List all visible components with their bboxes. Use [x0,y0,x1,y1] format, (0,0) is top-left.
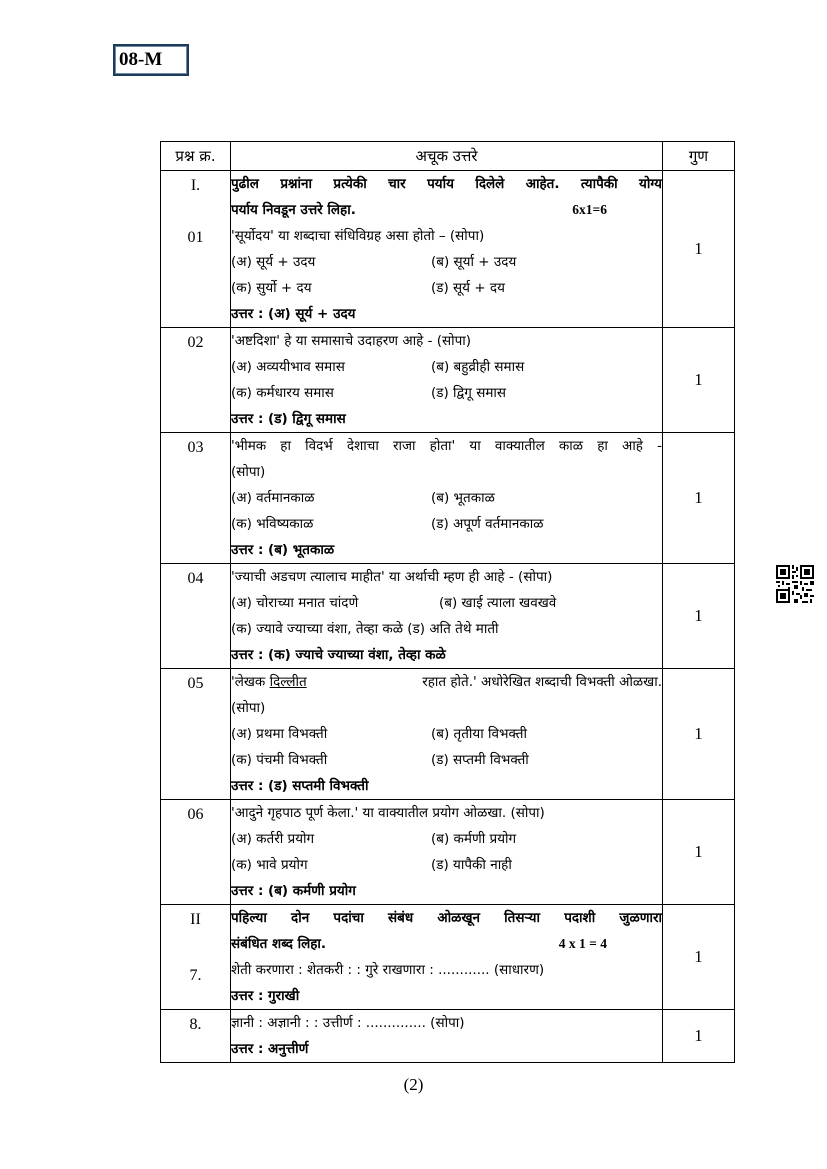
question-number-1: 01 [187,229,204,246]
option-a: (अ) कर्तरी प्रयोग [231,831,315,847]
section-title: पहिल्या दोन पदांचा संबंध ओळखून तिसऱ्या पदाशी जुळणारा [231,910,662,926]
marks-cell: 1 [663,669,735,800]
marks-cell: 1 [663,1010,735,1063]
option-c: (क) पंचमी विभक्ती [231,752,328,768]
table-row [161,564,735,669]
answer-text: उत्तर : (ब) भूतकाळ [231,542,335,558]
options-row [231,826,662,852]
question-text: 'आदुने गृहपाठ पूर्ण केला.' या वाक्यातील प्रयोग ओळखा. (सोपा) [231,805,545,821]
answer-cell [231,669,663,800]
section-title-part: पर्याय निवडून उत्तरे लिहा. [231,202,356,218]
answer-text: उत्तर : (अ) सूर्य + उदय [231,306,356,322]
question-text: 'भीमक हा विदर्भ देशाचा राजा होता' या वाक्यातील काळ हा आहे - [231,438,662,454]
option-a: (अ) अव्ययीभाव समास [231,359,345,375]
option-a: (अ) प्रथमा विभक्ती [231,726,328,742]
question-text: 'अष्टदिशा' हे या समासाचे उदाहरण आहे - (सोपा) [231,333,472,349]
option-d: (ड) यापैकी नाही [431,857,512,873]
question-number [161,905,231,1010]
header-answer: अचूक उत्तरे [231,142,663,171]
section-number: I. [190,177,201,194]
answer-text: उत्तर : (ब) कर्मणी प्रयोग [231,883,356,899]
question-text [231,669,662,695]
answer-text: उत्तर : गुराखी [231,988,300,1004]
question-text: ज्ञानी : अज्ञानी : : उत्तीर्ण : .............. (सोपा) [231,1015,465,1031]
option-b: (ब) खाई त्याला खवखवे [439,595,557,611]
option-c: (क) सुर्यो + दय [231,280,312,296]
options-row [231,485,662,511]
option-b: (ब) तृतीया विभक्ती [431,726,527,742]
options-row [231,354,662,380]
options-row [231,275,662,301]
option-b: (ब) भूतकाळ [431,490,495,506]
answer-text: उत्तर : (क) ज्याचे ज्याच्या वंशा, तेव्हा कळे [231,647,446,663]
table-row [161,171,735,328]
question-number [161,328,231,433]
table-row [161,905,735,1010]
question-text-cont: (सोपा) [231,700,266,716]
question-text-start [231,669,307,695]
question-number [161,564,231,669]
question-number-3: 03 [187,439,204,456]
question-text-post: रहात होते.' अधोरेखित शब्दाची विभक्ती ओळखा. [422,674,662,690]
paper-code: 08-M [113,44,189,76]
option-b: (ब) कर्मणी प्रयोग [431,831,517,847]
question-number-8: 8. [189,1016,202,1033]
page-number: (2) [403,1075,424,1094]
answer-text: उत्तर : (ड) सप्तमी विभक्ती [231,778,369,794]
question-number-2: 02 [187,334,204,351]
options-row [231,747,662,773]
header-marks: गुण [663,142,735,171]
question-number [161,669,231,800]
section-title-line2 [231,197,662,223]
answer-text: उत्तर : अनुत्तीर्ण [231,1041,309,1057]
answer-cell [231,564,663,669]
options-row [231,511,662,537]
options-row-cd: (क) ज्यावे ज्याच्या वंशा, तेव्हा कळे (ड) अति तेथे माती [231,621,499,637]
options-row [231,380,662,406]
question-number [161,171,231,328]
option-b: (ब) बहुव्रीही समास [431,359,525,375]
question-text: शेती करणारा : शेतकरी : : गुरे राखणारा : ............ (साधारण) [231,962,545,978]
question-text-pre: 'लेखक [231,674,270,690]
options-row [231,249,662,275]
table-header-row [161,142,735,171]
question-number [161,433,231,564]
question-number [161,1010,231,1063]
marks-cell: 1 [663,564,735,669]
question-number-4: 04 [187,570,204,587]
option-a: (अ) वर्तमानकाळ [231,490,315,506]
answer-cell [231,1010,663,1063]
underlined-word: दिल्लीत [269,674,307,690]
option-d: (ड) सप्तमी विभक्ती [431,752,529,768]
option-b: (ब) सूर्या + उदय [431,254,517,270]
section-score: 6x1=6 [572,202,607,217]
question-number-7: 7. [189,967,202,984]
options-row [231,721,662,747]
answer-cell [231,328,663,433]
section-score: 4 x 1 = 4 [558,936,607,951]
answer-cell [231,171,663,328]
question-number [161,800,231,905]
section-number: II [190,911,201,928]
option-c: (क) भावे प्रयोग [231,857,308,873]
options-row [231,852,662,878]
table-row [161,328,735,433]
table-row [161,669,735,800]
qr-code-icon [776,565,814,603]
question-text: 'ज्याची अडचण त्यालाच माहीत' या अर्थाची म्हण ही आहे - (सोपा) [231,569,553,585]
question-text-cont: (सोपा) [231,464,266,480]
answer-cell [231,800,663,905]
marks-cell: 1 [663,171,735,328]
marks-cell: 1 [663,328,735,433]
option-c: (क) भविष्यकाळ [231,516,314,532]
options-row [231,590,662,616]
question-text: 'सूर्योदय' या शब्दाचा संधिविग्रह असा होतो – (सोपा) [231,228,485,244]
marks-cell: 1 [663,433,735,564]
table-row [161,433,735,564]
option-a: (अ) सूर्य + उदय [231,254,316,270]
answer-key-table [160,141,735,1063]
answer-text: उत्तर : (ड) द्विगू समास [231,411,346,427]
answer-cell [231,905,663,1010]
marks-cell: 1 [663,800,735,905]
option-d: (ड) अपूर्ण वर्तमानकाळ [431,516,544,532]
table-row [161,800,735,905]
section-title-part: संबंधित शब्द लिहा. [231,936,327,952]
section-title-line2 [231,931,662,957]
header-qno: प्रश्न क्र. [161,142,231,171]
option-c: (क) कर्मधारय समास [231,385,334,401]
question-number-5: 05 [187,675,204,692]
option-d: (ड) सूर्य + दय [431,280,505,296]
section-title: पुढील प्रश्नांना प्रत्येकी चार पर्याय दिलेले आहेत. त्यापैकी योग्य [231,176,662,192]
option-d: (ड) द्विगू समास [431,385,507,401]
option-a: (अ) चोराच्या मनात चांदणे [231,595,359,611]
answer-cell [231,433,663,564]
table-row [161,1010,735,1063]
question-number-6: 06 [187,806,204,823]
marks-cell: 1 [663,905,735,1010]
